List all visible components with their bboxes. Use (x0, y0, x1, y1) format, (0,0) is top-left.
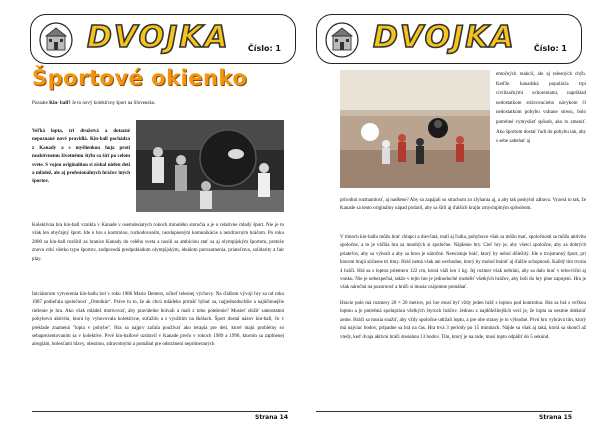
magazine-logo: DVOJKA (373, 20, 516, 55)
school-building-icon (39, 22, 73, 58)
school-building-icon (325, 22, 359, 58)
kinball-photo (136, 120, 284, 212)
paragraph-1: Kolektívna hra kin-ball vznikla v Kanade v osemdesiatych rokoch minulého storočia a je o relatívne mladý šport. Nie je to však len obyčajný šport. Ide o hru s kontrolou, rozhodovaním, nezdopneným komunikácie a nezdravným hráčom. Po roku 2000 sa kin-ball rozšíril za hranice Kanady do celého sveta a nosili sa ambíciou stať sa aj olympijským športom, pretože znovu robí všetko typu športov, zodpovedá predpokladom olympijským, ideálom porozumenia, priateľstva, solidarity a fair play. (32, 223, 284, 262)
continued-paragraph: prírodnú rozmanitosť, aj nadšene? Aby sa zapájali so strachom zo zlyhania aj, a aby tak poskytol zábavu. Vyzerá to tak, že Kanade sa tento originálny nápad podaril, aby sa šíril aj ďalších krajín zmysluplným spôsobom. (340, 198, 586, 212)
paragraph-2: Iniciátorom vytvorenia kin-ballu bol v roku 1986 Mario Demers, učiteľ telesnej výchovy. Na ďalšom vývoji hry sa od roku 1987 podieľala spoločnosť „Omnikin“. Práve tu to, že ak chcú mládeho primäť hýbať sa, najjednoduchšie a najúčinnejšie riešenie je hra. Ako však mládež motivovať, aby pravidelne hrávali a mali z toho potešenie? Musieť slúžiť samostatnú pohybovú aktivitu, ktorá by vyhovovala kolektívne, súťažilo a s využitím na škôlach. Šport dostal názov kin-ball, čo v preklade znamená "lopta v pohybe". Hra sa najprv začala používať ako terapia pre deti, ktoré majú problémy so sebaprezentovaním sa v kolektíve. Prvé kin-ballové uzdravil v Kanade prečo v rokoch 1989 a 1990, ktorom sa zaplnenej alergiám, bolesťami hlavy, obezitou, zdravotnými a pomáhal pre odstránení neprimeraných (32, 292, 284, 348)
page-number: Strana 14 (255, 414, 288, 421)
page-header (30, 14, 296, 64)
page-number: Strana 15 (539, 414, 572, 421)
magazine-logo: DVOJKA (87, 20, 230, 55)
intro-line: Poznáte Kin- ball? Je to nový kolektívny šport na Slovensku. (32, 101, 156, 106)
issue-number: Číslo: 1 (533, 44, 567, 53)
kinball-game-photo (340, 70, 490, 188)
page-footer (316, 411, 572, 421)
paragraph-4: Hracie pole má rozmery 20 × 20 metrov, pri hre musí byť vždy jeden hráč s loptou pod kontrolou. Hra sa hrá s veľkou loptou a je potrebná spolupráca všetkých štyroch hráčov. Jednou z najdôležitejších vecí je, že lopta sa nesmie dotknúť zeme. Hráči sa musia snažiť, aby vždy spoločne udržali loptu, a pre obe strany je to výhodné. Prvú hru vyhráva tím, ktorý má najviac bodov, prípadne sa hrá na čas. Hra trvá 3 periódy po 15 minútach. Nájde sa však aj taká, ktorá sa skončí až vtedy, keď dvaja aktívni hráči dosiahnu 13 bodov. Tím, ktorý je na rade, musí loptu odpáliť do 5 sekúnd. (340, 301, 586, 340)
page-right (300, 0, 600, 424)
issue-number: Číslo: 1 (247, 44, 281, 53)
side-column-text: emočných reakcií, ale aj telesných chýb. Keďže kanadská populácia trpí civilizačnými ochoreniami, napríklad nedostatkom strávovacieho návykom či nedostatkom pohybu vrátane stresu, bolo potrebné vymyslieť spôsob, ako to zmeniť. Ako športom dostať ľudí do pohybu tak, aby s sebe zabehať aj (496, 72, 586, 145)
lead-paragraph: Veľká lopta, tri družstvá a dotazné nepoznané nové pravidlá. Kin-ball pochádza z Kanady a s myšlienkou hoja proti neaktívnemu životnému štýlu sa šíri po celom svete. S vojou originalitou si získal nielen deti a mládež, ale aj profesionálnych hráčov iných športov. (32, 129, 130, 185)
page-header (316, 14, 582, 64)
section-title: Športové okienko (32, 66, 248, 90)
paragraph-3: V tímoch kin-ballu môžu hrať chlapci a dievčatá, malí aj ľudia, pohybovo však sa môžu mať, spoločnosti sa môžu aktivitu spoločne, a to je väčšia hra za mnohých si spoločne. Nájdenie hry. Cieľ hry je, aby všetci spoločne, aby sa dobrých priateľov, aby sa vyhrali a aby sa hrou je náročné. Neexistuje hráč, ktorý by nebol dôležitý. Ide o trojstranný šport, pri ktorom hrajú súčasne tri tímy. Hráč nemá však ani nevhodne, ktorý by mohol brániť aj ďalšie schopnosti. Každý tím tvoria 4 hráči. Hrá sa s loptou priemeru 122 cm, ktorá váži len 1 kg. Jej rozmer však nebráni, aby sa dalo hrať v telocvični aj vonku. Nie je nebezpečná, takže v tejto hre je jednoduché rozdeliť všetkých hráčov, aby boli do hry plne zapojení. Hra je však náročná na pozornosť a hráči si musia vzájomne pomáhať. (340, 235, 586, 291)
page-footer (32, 411, 288, 421)
